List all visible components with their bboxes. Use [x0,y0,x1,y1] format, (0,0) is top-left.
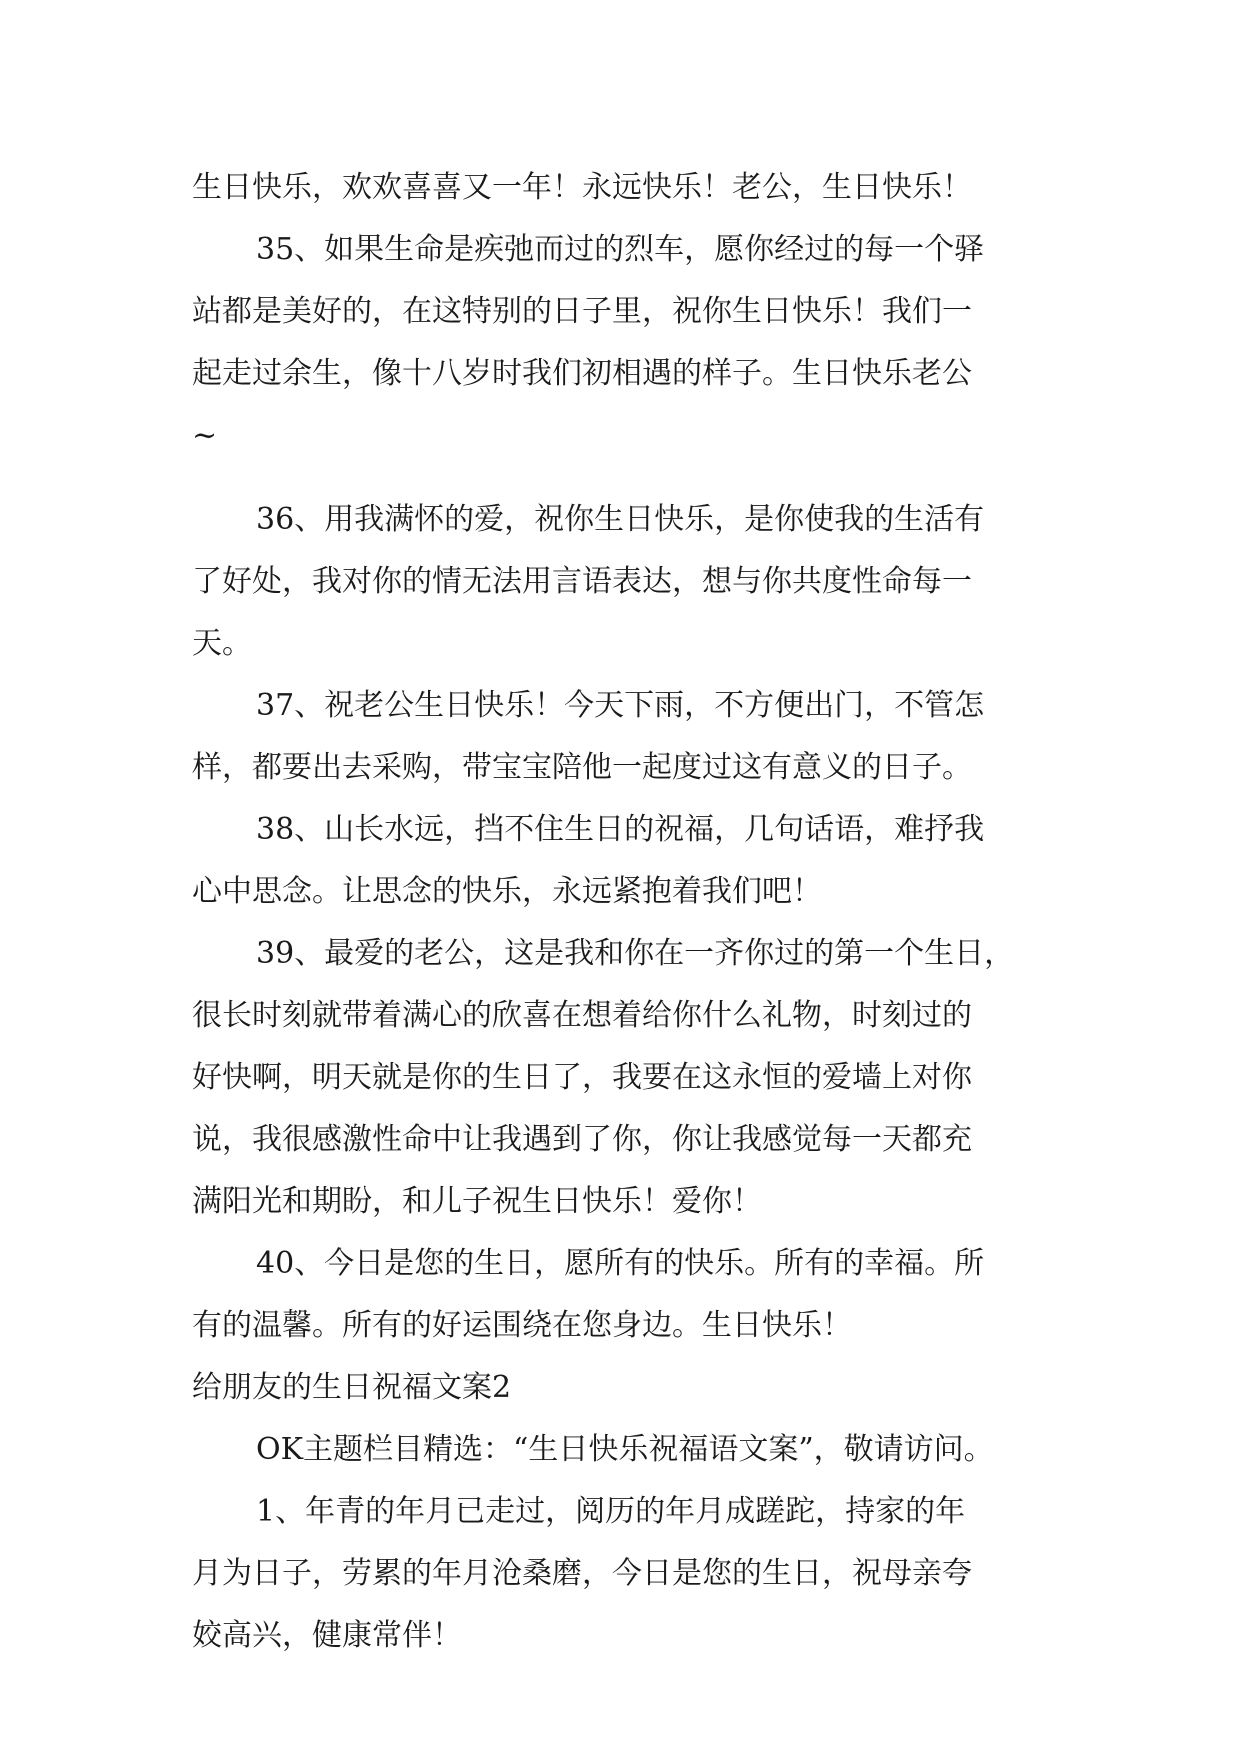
paragraph-36-line-1: 36、用我满怀的爱，祝你生日快乐，是你使我的生活有 [256,502,985,537]
paragraph-35-line-4: ~ [192,418,218,453]
document-body [192,157,1052,1667]
paragraph-1-line-2: 月为日子，劳累的年月沧桑磨，今日是您的生日，祝母亲夸 [192,1556,972,1591]
paragraph-35-line-3: 起走过余生，像十八岁时我们初相遇的样子。生日快乐老公 [192,356,972,391]
paragraph-38-line-2: 心中思念。让思念的快乐，永远紧抱着我们吧！ [192,874,822,909]
paragraph-37-line-1: 37、祝老公生日快乐！今天下雨，不方便出门，不管怎 [256,688,985,723]
paragraph-37-line-2: 样，都要出去采购，带宝宝陪他一起度过这有意义的日子。 [192,750,972,785]
paragraph-38-line-1: 38、山长水远，挡不住生日的祝福，几句话语，难抒我 [256,812,985,847]
intro-line: OK主题栏目精选：“生日快乐祝福语文案”，敬请访问。 [256,1432,994,1467]
paragraph-39-line-2: 很长时刻就带着满心的欣喜在想着给你什么礼物，时刻过的 [192,998,972,1033]
paragraph-36-line-3: 天。 [192,626,252,661]
paragraph-40-line-1: 40、今日是您的生日，愿所有的快乐。所有的幸福。所 [256,1246,985,1281]
section-heading: 给朋友的生日祝福文案2 [192,1370,512,1405]
paragraph-39-line-5: 满阳光和期盼，和儿子祝生日快乐！爱你！ [192,1184,762,1219]
paragraph-35-line-2: 站都是美好的，在这特别的日子里，祝你生日快乐！我们一 [192,294,972,329]
paragraph-39-line-3: 好快啊，明天就是你的生日了，我要在这永恒的爱墙上对你 [192,1060,972,1095]
paragraph-40-line-2: 有的温馨。所有的好运围绕在您身边。生日快乐！ [192,1308,852,1343]
paragraph-1-line-1: 1、年青的年月已走过，阅历的年月成蹉跎，持家的年 [256,1494,966,1529]
paragraph-35-line-1: 35、如果生命是疾弛而过的烈车，愿你经过的每一个驿 [256,232,985,267]
paragraph-36-line-2: 了好处，我对你的情无法用言语表达，想与你共度性命每一 [192,564,972,599]
paragraph-spacer [192,467,1052,489]
text-line: 生日快乐，欢欢喜喜又一年！永远快乐！老公，生日快乐！ [192,170,972,205]
paragraph-39-line-4: 说，我很感激性命中让我遇到了你，你让我感觉每一天都充 [192,1122,972,1157]
paragraph-39-line-1: 39、最爱的老公，这是我和你在一齐你过的第一个生日， [256,936,1015,971]
paragraph-1-line-3: 姣高兴，健康常伴！ [192,1618,462,1653]
